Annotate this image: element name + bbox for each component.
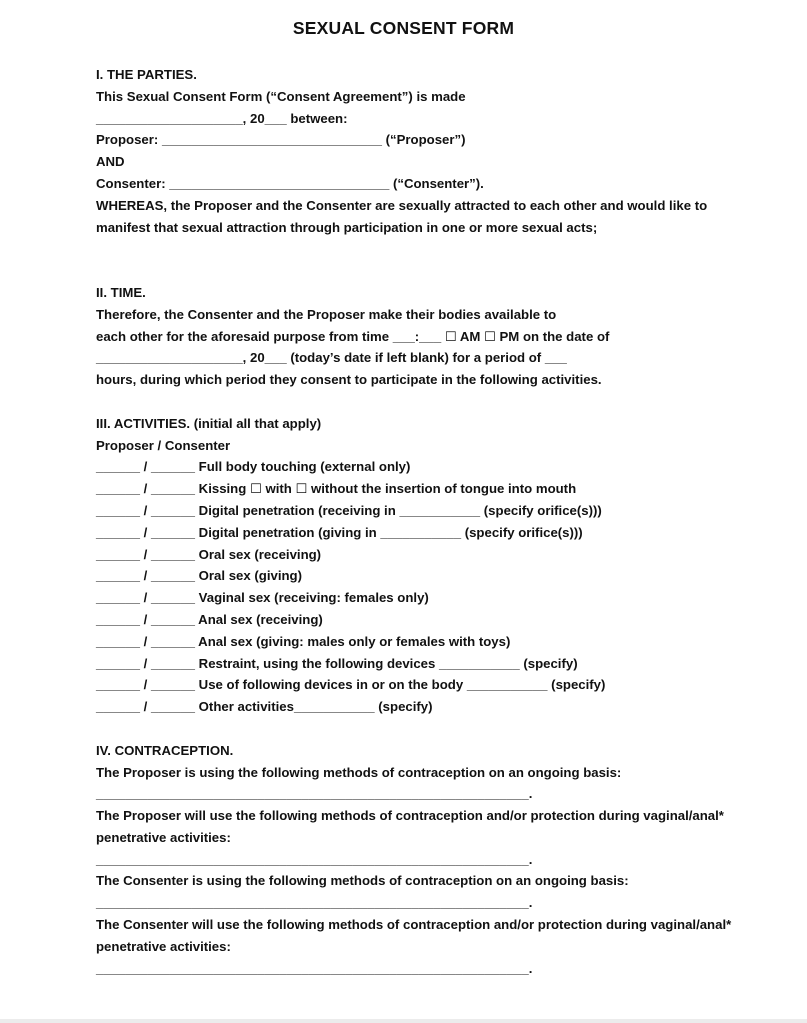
activities-subheading: Proposer / Consenter [96,437,231,453]
activity-item[interactable]: ______ / ______ Oral sex (giving) [96,568,302,584]
bottom-edge-divider [0,1019,807,1023]
activity-item[interactable]: ______ / ______ Restraint, using the following devices ___________ (specify) [96,655,578,671]
form-body [96,64,736,979]
time-line-3[interactable]: ____________________, 20___ (today’s date if left blank) for a period of ___ [96,350,567,366]
time-line-2[interactable]: each other for the aforesaid purpose from time ___:___ ☐ AM ☐ PM on the date of [96,328,610,344]
whereas-clause: WHEREAS, the Proposer and the Consenter are sexually attracted to each other and would like to manifest that sexual attraction through participation in one or more sexual acts; [96,197,708,235]
consenter-penetrative-blank[interactable]: ___________________________________________________________. [96,960,533,976]
activity-item[interactable]: ______ / ______ Other activities___________ (specify) [96,699,433,715]
time-line-4: hours, during which period they consent to participate in the following activities. [96,372,602,388]
activity-item[interactable]: ______ / ______ Anal sex (giving: males only or females with toys) [96,633,511,649]
agreement-date-field[interactable]: ____________________, 20___ between: [96,110,348,126]
proposer-ongoing-blank[interactable]: ___________________________________________________________. [96,786,533,802]
activity-item[interactable]: ______ / ______ Use of following devices in or on the body ___________ (specify) [96,677,606,693]
time-heading: II. TIME. [96,284,146,300]
activity-item[interactable]: ______ / ______ Anal sex (receiving) [96,611,323,627]
page-title: SEXUAL CONSENT FORM [292,18,515,38]
consenter-field[interactable]: Consenter: ______________________________ (“Consenter”). [96,175,484,191]
contraception-heading: IV. CONTRACEPTION. [96,742,234,758]
parties-heading: I. THE PARTIES. [96,67,197,82]
activity-item[interactable]: ______ / ______ Digital penetration (giving in ___________ (specify orifice(s))) [96,524,583,540]
activity-item[interactable]: ______ / ______ Full body touching (external only) [96,459,411,475]
proposer-ongoing-text: The Proposer is using the following methods of contraception on an ongoing basis: [96,764,622,780]
proposer-field[interactable]: Proposer: ______________________________ (“Proposer”) [96,132,466,148]
and-label: AND [96,154,125,170]
activities-heading: III. ACTIVITIES. (initial all that apply) [96,415,322,431]
activity-item[interactable]: ______ / ______ Vaginal sex (receiving: females only) [96,590,429,606]
consenter-ongoing-blank[interactable]: ___________________________________________________________. [96,895,533,911]
activity-item[interactable]: ______ / ______ Oral sex (receiving) [96,546,322,562]
consenter-penetrative-text: The Consenter will use the following methods of contraception and/or protection during vaginal/anal* penetrative activities: [96,917,732,954]
proposer-penetrative-text: The Proposer will use the following methods of contraception and/or protection during vaginal/anal* penetrative activities: [96,808,724,845]
consenter-ongoing-text: The Consenter is using the following methods of contraception on an ongoing basis: [96,873,629,889]
parties-intro: This Sexual Consent Form (“Consent Agreement”) is made [96,88,466,104]
time-line-1: Therefore, the Consenter and the Proposer make their bodies available to [96,306,557,322]
activity-item[interactable]: ______ / ______ Kissing ☐ with ☐ without the insertion of tongue into mouth [96,481,577,497]
proposer-penetrative-blank[interactable]: ___________________________________________________________. [96,851,533,867]
activity-item[interactable]: ______ / ______ Digital penetration (receiving in ___________ (specify orifice(s))) [96,502,602,518]
